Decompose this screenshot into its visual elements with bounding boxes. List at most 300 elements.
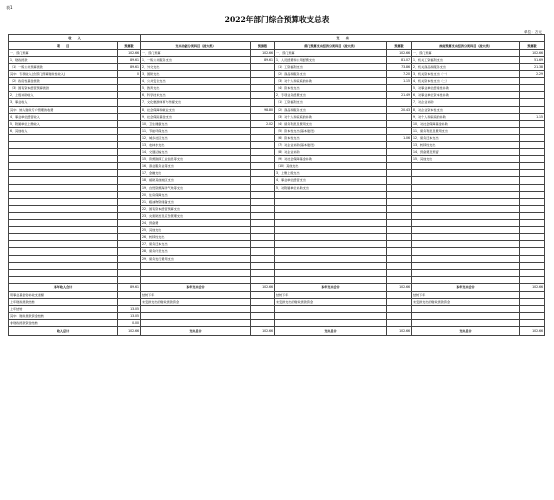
econ-gov-item-cell bbox=[412, 212, 520, 219]
econ-gov-item-cell: 6、对事业单位资本性补助 bbox=[412, 92, 520, 99]
func-class-amount-cell: 102.66 bbox=[251, 49, 275, 56]
econ-dept-item-cell: （4）债务利息及费用支出 bbox=[275, 120, 387, 127]
econ-gov-amount-cell bbox=[520, 269, 545, 276]
income-amount-cell bbox=[118, 99, 141, 106]
econ-dept-item-cell: （8）对企业补助 bbox=[275, 149, 387, 156]
year-total-row bbox=[9, 283, 545, 291]
econ-gov-amount-cell: 21.38 bbox=[520, 63, 545, 70]
income-amount-cell bbox=[118, 127, 141, 134]
econ-dept-amount-cell bbox=[387, 163, 412, 170]
econ-gov-amount-cell: 2.29 bbox=[520, 71, 545, 78]
income-amount-cell bbox=[118, 177, 141, 184]
func-class-item-cell: 7、文化旅游体育与传媒支出 bbox=[141, 99, 251, 106]
econ-gov-item-cell: 2、机关商品和服务支出 bbox=[412, 63, 520, 70]
econ-gov-item-cell bbox=[412, 205, 520, 212]
econ-dept-amount-cell bbox=[387, 142, 412, 149]
func-class-amount-cell bbox=[251, 198, 275, 205]
income-amount-cell: 89.61 bbox=[118, 63, 141, 70]
grand-expense-label: 支出总计 bbox=[275, 327, 387, 336]
grand-total-row bbox=[9, 327, 545, 336]
func-class-amount-cell bbox=[251, 184, 275, 191]
income-amount-cell bbox=[118, 212, 141, 219]
income-item-cell bbox=[9, 241, 118, 248]
income-item-cell: 一、部门预算 bbox=[9, 49, 118, 56]
econ-dept-item-cell: （3）对个人和家庭的补助 bbox=[275, 78, 387, 85]
income-amount-cell bbox=[118, 92, 141, 99]
table-row bbox=[9, 269, 545, 276]
col-header-item: 项 目 bbox=[9, 42, 118, 49]
func-class-item-cell: 18、援助其他地区支出 bbox=[141, 177, 251, 184]
income-amount-cell bbox=[118, 113, 141, 120]
income-item-cell bbox=[9, 149, 118, 156]
econ-dept-item-cell: （6）资本性支出 bbox=[275, 134, 387, 141]
func-class-amount-cell bbox=[251, 78, 275, 85]
econ-dept-item-cell bbox=[275, 191, 387, 198]
col-header-econ-gov: 政府预算支出经济分类科目（按大类） bbox=[412, 42, 520, 49]
func-class-amount-cell bbox=[251, 191, 275, 198]
econ-dept-item-cell: （3）对个人和家庭的补助 bbox=[275, 113, 387, 120]
func-class-amount-cell bbox=[251, 170, 275, 177]
econ-dept-amount-cell: 73.86 bbox=[387, 63, 412, 70]
econ-gov-amount-cell bbox=[520, 92, 545, 99]
income-total-value: 89.61 bbox=[118, 283, 141, 291]
econ-dept-amount-cell bbox=[387, 127, 412, 134]
income-amount-cell: 0.00 bbox=[118, 320, 141, 327]
func-class-item-cell: 14、交通运输支出 bbox=[141, 149, 251, 156]
table-row bbox=[9, 99, 545, 106]
econ-gov-item-cell: 4、机关资本性支出（二） bbox=[412, 78, 520, 85]
econ-gov-item-cell: 15、其他支出 bbox=[412, 156, 520, 163]
table-row bbox=[9, 63, 545, 70]
income-amount-cell bbox=[118, 120, 141, 127]
func-class-amount-cell bbox=[251, 298, 275, 305]
func-class-item-cell: 26、转移性支出 bbox=[141, 234, 251, 241]
func-class-amount-cell bbox=[251, 269, 275, 276]
table-row bbox=[9, 276, 545, 283]
func-class-amount-cell bbox=[251, 234, 275, 241]
econ-dept-amount-cell bbox=[387, 313, 412, 320]
table-row bbox=[9, 241, 545, 248]
income-amount-cell bbox=[118, 78, 141, 85]
econ-dept-amount-cell bbox=[387, 184, 412, 191]
table-row bbox=[9, 198, 545, 205]
page-number: 表1 bbox=[6, 5, 13, 10]
func-class-item-cell: 25、其他支出 bbox=[141, 227, 251, 234]
func-class-item-cell: 9、社会保险基金支出 bbox=[141, 113, 251, 120]
econ-gov-amount-cell bbox=[520, 298, 545, 305]
func-class-amount-cell: 2.02 bbox=[251, 120, 275, 127]
econ-dept-amount-cell bbox=[387, 298, 412, 305]
func-class-amount-cell bbox=[251, 127, 275, 134]
econ-dept-item-cell: （5）资本性支出(基本建设) bbox=[275, 127, 387, 134]
income-section-header: 收 入 bbox=[9, 35, 141, 42]
econ-dept-item-cell: （4）资本性支出 bbox=[275, 85, 387, 92]
table-row bbox=[9, 227, 545, 234]
income-item-cell bbox=[9, 198, 118, 205]
income-item-cell bbox=[9, 184, 118, 191]
econ-gov-item-cell: 一、部门预算 bbox=[412, 49, 520, 56]
func-class-amount-cell bbox=[251, 92, 275, 99]
econ-dept-amount-cell bbox=[387, 205, 412, 212]
econ-dept-amount-cell bbox=[387, 234, 412, 241]
table-row bbox=[9, 191, 545, 198]
econ-gov-amount-cell bbox=[520, 85, 545, 92]
econ-dept-amount-cell bbox=[387, 241, 412, 248]
section-header-row bbox=[9, 35, 545, 42]
income-item-cell: （2）政府性基金拨款 bbox=[9, 78, 118, 85]
econ-gov-amount-cell bbox=[520, 313, 545, 320]
col-header-budget: 预算数 bbox=[387, 42, 412, 49]
income-item-cell: （1）一般公共预算拨款 bbox=[9, 63, 118, 70]
income-item-cell bbox=[9, 205, 118, 212]
income-amount-cell bbox=[118, 163, 141, 170]
func-class-item-cell: 1、一般公共服务支出 bbox=[141, 56, 251, 63]
econ-dept-amount-cell bbox=[387, 320, 412, 327]
econ-gov-item-cell bbox=[412, 269, 520, 276]
income-amount-cell bbox=[118, 191, 141, 198]
econ-gov-amount-cell bbox=[520, 184, 545, 191]
func-class-amount-cell: 98.80 bbox=[251, 106, 275, 113]
econ-gov-item-cell bbox=[412, 234, 520, 241]
col-header-budget: 预算数 bbox=[118, 42, 141, 49]
econ-gov-amount-cell bbox=[520, 291, 545, 298]
econ-dept-amount-cell bbox=[387, 220, 412, 227]
func-class-item-cell bbox=[141, 276, 251, 283]
func-class-item-cell: 5、教育支出 bbox=[141, 85, 251, 92]
econ-gov-item-cell: 7、对企业补助 bbox=[412, 99, 520, 106]
econ-dept-item-cell bbox=[275, 198, 387, 205]
econ-gov-item-cell: 9、对个人和家庭的补助 bbox=[412, 113, 520, 120]
econ-gov-amount-cell bbox=[520, 163, 545, 170]
econ-dept-amount-cell bbox=[387, 149, 412, 156]
grand-income-label: 收入总计 bbox=[9, 327, 118, 336]
income-item-cell bbox=[9, 134, 118, 141]
econ-dept-item-cell bbox=[275, 276, 387, 283]
econ-gov-amount-cell bbox=[520, 134, 545, 141]
econ-dept-item-cell bbox=[275, 205, 387, 212]
income-item-cell: 上年财政拨款结转 bbox=[9, 298, 118, 305]
econ-dept-item-cell bbox=[275, 241, 387, 248]
income-item-cell bbox=[9, 212, 118, 219]
econ-gov-amount-cell bbox=[520, 255, 545, 262]
econ-dept-amount-cell: 1.06 bbox=[387, 134, 412, 141]
func-class-item-cell: 23、灾害防治及应急管理支出 bbox=[141, 212, 251, 219]
econ-dept-item-cell bbox=[275, 313, 387, 320]
econ-gov-item-cell bbox=[412, 241, 520, 248]
econ-gov-amount-cell bbox=[520, 276, 545, 283]
func-class-item-cell bbox=[141, 269, 251, 276]
income-amount-cell bbox=[118, 198, 141, 205]
func-class-item-cell: 12、城乡社区支出 bbox=[141, 134, 251, 141]
func-class-amount-cell bbox=[251, 149, 275, 156]
income-item-cell bbox=[9, 248, 118, 255]
econ-dept-item-cell bbox=[275, 212, 387, 219]
func-class-amount-cell bbox=[251, 276, 275, 283]
income-amount-cell bbox=[118, 220, 141, 227]
econ-dept-amount-cell bbox=[387, 255, 412, 262]
table-row bbox=[9, 113, 545, 120]
econ-gov-amount-cell bbox=[520, 198, 545, 205]
func-class-amount-cell bbox=[251, 255, 275, 262]
func-class-item-cell: 20、住房保障支出 bbox=[141, 191, 251, 198]
grand-expense-label: 支出总计 bbox=[412, 327, 520, 336]
econ-dept-amount-cell bbox=[387, 177, 412, 184]
income-item-cell bbox=[9, 255, 118, 262]
table-row bbox=[9, 205, 545, 212]
income-amount-cell: 13.05 bbox=[118, 306, 141, 313]
income-amount-cell: 102.66 bbox=[118, 49, 141, 56]
expense-section-header: 支 出 bbox=[141, 35, 545, 42]
table-row bbox=[9, 248, 545, 255]
income-amount-cell bbox=[118, 298, 141, 305]
func-class-amount-cell bbox=[251, 71, 275, 78]
income-item-cell: 3、事业收入 bbox=[9, 99, 118, 106]
func-class-amount-cell bbox=[251, 177, 275, 184]
income-amount-cell bbox=[118, 234, 141, 241]
econ-gov-item-cell bbox=[412, 198, 520, 205]
econ-gov-item-cell bbox=[412, 170, 520, 177]
table-row bbox=[9, 255, 545, 262]
income-item-cell: （3）国有资本经营预算拨款 bbox=[9, 85, 118, 92]
econ-dept-item-cell bbox=[275, 234, 387, 241]
col-header-budget: 预算数 bbox=[251, 42, 275, 49]
econ-gov-amount-cell bbox=[520, 170, 545, 177]
econ-dept-item-cell: 未安排支出的财政拨款资金 bbox=[275, 298, 387, 305]
econ-gov-amount-cell bbox=[520, 106, 545, 113]
func-class-item-cell: 13、农林水支出 bbox=[141, 142, 251, 149]
income-item-cell bbox=[9, 142, 118, 149]
income-item-cell bbox=[9, 156, 118, 163]
econ-dept-item-cell: 结转下年 bbox=[275, 291, 387, 298]
func-class-item-cell: 15、资源勘探工业信息等支出 bbox=[141, 156, 251, 163]
column-header-row bbox=[9, 42, 545, 49]
table-row bbox=[9, 85, 545, 92]
func-class-item-cell: 11、节能环保支出 bbox=[141, 127, 251, 134]
carryover-row bbox=[9, 291, 545, 298]
table-row bbox=[9, 78, 545, 85]
econ-dept-amount-cell bbox=[387, 276, 412, 283]
func-class-amount-cell bbox=[251, 156, 275, 163]
carryover-row bbox=[9, 298, 545, 305]
income-amount-cell: 13.05 bbox=[118, 313, 141, 320]
func-class-item-cell: 4、公共安全支出 bbox=[141, 78, 251, 85]
econ-gov-item-cell bbox=[412, 306, 520, 313]
func-class-amount-cell bbox=[251, 313, 275, 320]
income-item-cell bbox=[9, 227, 118, 234]
income-item-cell: 6、其他收入 bbox=[9, 127, 118, 134]
econ-dept-item-cell: （1）工资福利支出 bbox=[275, 63, 387, 70]
econ-dept-item-cell: 2、专项业务经费支出 bbox=[275, 92, 387, 99]
grand-expense-value: 102.66 bbox=[387, 327, 412, 336]
table-row bbox=[9, 170, 545, 177]
table-row bbox=[9, 120, 545, 127]
func-class-item-cell: 16、商业服务业等支出 bbox=[141, 163, 251, 170]
func-class-item-cell: 28、债务付息支出 bbox=[141, 248, 251, 255]
econ-gov-item-cell: 未安排支出的财政拨款资金 bbox=[412, 298, 520, 305]
table-row bbox=[9, 163, 545, 170]
func-class-item-cell: 29、债务发行费用支出 bbox=[141, 255, 251, 262]
func-class-amount-cell bbox=[251, 205, 275, 212]
econ-dept-item-cell: （10）其他支出 bbox=[275, 163, 387, 170]
econ-gov-item-cell: 10、对社会保障基金补助 bbox=[412, 120, 520, 127]
income-item-cell: 5、附属单位上缴收入 bbox=[9, 120, 118, 127]
expense-total-label: 本年支出合计 bbox=[275, 283, 387, 291]
func-class-item-cell: 10、卫生健康支出 bbox=[141, 120, 251, 127]
func-class-amount-cell bbox=[251, 85, 275, 92]
econ-gov-item-cell bbox=[412, 177, 520, 184]
table-row bbox=[9, 142, 545, 149]
econ-dept-item-cell bbox=[275, 255, 387, 262]
func-class-item-cell: 未安排支出的财政拨款资金 bbox=[141, 298, 251, 305]
income-amount-cell: 0 bbox=[118, 71, 141, 78]
func-class-item-cell: 22、国有资本经营预算支出 bbox=[141, 205, 251, 212]
income-amount-cell bbox=[118, 262, 141, 269]
econ-gov-item-cell: 1、机关工资福利支出 bbox=[412, 56, 520, 63]
func-class-item-cell: 6、科学技术支出 bbox=[141, 92, 251, 99]
func-class-item-cell: 19、自然资源海洋气象等支出 bbox=[141, 184, 251, 191]
econ-gov-amount-cell bbox=[520, 262, 545, 269]
income-amount-cell bbox=[118, 227, 141, 234]
econ-gov-amount-cell bbox=[520, 212, 545, 219]
econ-dept-item-cell: （1）工资福利支出 bbox=[275, 99, 387, 106]
income-amount-cell bbox=[118, 269, 141, 276]
func-class-amount-cell bbox=[251, 227, 275, 234]
econ-gov-item-cell bbox=[412, 313, 520, 320]
expense-total-value: 102.66 bbox=[520, 283, 545, 291]
income-amount-cell bbox=[118, 291, 141, 298]
unit-label: 单位：万元 bbox=[524, 30, 542, 34]
econ-gov-item-cell bbox=[412, 191, 520, 198]
econ-dept-amount-cell bbox=[387, 170, 412, 177]
econ-gov-amount-cell bbox=[520, 220, 545, 227]
table-row bbox=[9, 49, 545, 56]
income-amount-cell bbox=[118, 156, 141, 163]
econ-gov-item-cell bbox=[412, 227, 520, 234]
func-class-amount-cell bbox=[251, 248, 275, 255]
income-amount-cell bbox=[118, 184, 141, 191]
income-item-cell: 其中：专项收入(含部门预算财政性收入) bbox=[9, 71, 118, 78]
income-total-label: 本年收入合计 bbox=[9, 283, 118, 291]
econ-gov-amount-cell bbox=[520, 142, 545, 149]
econ-gov-amount-cell bbox=[520, 205, 545, 212]
table-row bbox=[9, 220, 545, 227]
econ-dept-item-cell bbox=[275, 320, 387, 327]
econ-dept-amount-cell: 1.15 bbox=[387, 78, 412, 85]
econ-dept-item-cell: 5、对附属单位补助支出 bbox=[275, 184, 387, 191]
func-class-amount-cell bbox=[251, 220, 275, 227]
econ-gov-amount-cell: 102.66 bbox=[520, 49, 545, 56]
table-row bbox=[9, 262, 545, 269]
econ-dept-item-cell: （2）商品和服务支出 bbox=[275, 71, 387, 78]
income-item-cell bbox=[9, 269, 118, 276]
income-amount-cell bbox=[118, 106, 141, 113]
func-class-item-cell: 17、金融支出 bbox=[141, 170, 251, 177]
econ-dept-amount-cell: 20.43 bbox=[387, 106, 412, 113]
econ-gov-item-cell: 11、债务利息及费用支出 bbox=[412, 127, 520, 134]
income-item-cell bbox=[9, 163, 118, 170]
econ-gov-item-cell bbox=[412, 262, 520, 269]
table-row bbox=[9, 127, 545, 134]
func-class-item-cell: 24、预备费 bbox=[141, 220, 251, 227]
func-class-item-cell: 3、国防支出 bbox=[141, 71, 251, 78]
income-item-cell bbox=[9, 177, 118, 184]
econ-gov-amount-cell: 1.15 bbox=[520, 113, 545, 120]
func-class-amount-cell: 89.61 bbox=[251, 56, 275, 63]
econ-dept-item-cell: （7）对企业补助(基本建设) bbox=[275, 142, 387, 149]
econ-gov-amount-cell bbox=[520, 177, 545, 184]
econ-dept-item-cell bbox=[275, 269, 387, 276]
income-item-cell: 非财政拨款资金结转 bbox=[9, 320, 118, 327]
func-class-amount-cell bbox=[251, 306, 275, 313]
econ-dept-item-cell: 4、事业单位经营支出 bbox=[275, 177, 387, 184]
func-class-item-cell: 2、外交支出 bbox=[141, 63, 251, 70]
func-class-item-cell bbox=[141, 320, 251, 327]
table-row bbox=[9, 177, 545, 184]
func-class-amount-cell bbox=[251, 99, 275, 106]
econ-dept-amount-cell bbox=[387, 248, 412, 255]
table-row bbox=[9, 106, 545, 113]
income-item-cell: 4、事业单位经营收入 bbox=[9, 113, 118, 120]
func-class-item-cell bbox=[141, 262, 251, 269]
table-row bbox=[9, 149, 545, 156]
income-item-cell bbox=[9, 276, 118, 283]
table-row bbox=[9, 56, 545, 63]
econ-gov-amount-cell bbox=[520, 149, 545, 156]
income-amount-cell bbox=[118, 248, 141, 255]
func-class-amount-cell bbox=[251, 163, 275, 170]
econ-gov-item-cell bbox=[412, 276, 520, 283]
table-row bbox=[9, 184, 545, 191]
func-class-amount-cell bbox=[251, 241, 275, 248]
income-amount-cell bbox=[118, 205, 141, 212]
econ-dept-amount-cell bbox=[387, 191, 412, 198]
econ-gov-item-cell: 12、债务还本支出 bbox=[412, 134, 520, 141]
econ-gov-amount-cell bbox=[520, 156, 545, 163]
econ-gov-amount-cell bbox=[520, 127, 545, 134]
table-row bbox=[9, 234, 545, 241]
econ-dept-amount-cell bbox=[387, 198, 412, 205]
income-item-cell bbox=[9, 191, 118, 198]
func-class-item-cell: 结转下年 bbox=[141, 291, 251, 298]
econ-dept-amount-cell bbox=[387, 120, 412, 127]
expense-total-value: 102.66 bbox=[251, 283, 275, 291]
col-header-func-class: 支出功能分类科目（按大类） bbox=[141, 42, 251, 49]
expense-total-label: 本年支出合计 bbox=[412, 283, 520, 291]
table-row bbox=[9, 71, 545, 78]
func-class-amount-cell bbox=[251, 262, 275, 269]
econ-dept-amount-cell bbox=[387, 212, 412, 219]
grand-expense-label: 支出总计 bbox=[141, 327, 251, 336]
col-header-budget: 预算数 bbox=[520, 42, 545, 49]
func-class-amount-cell bbox=[251, 212, 275, 219]
econ-dept-amount-cell bbox=[387, 85, 412, 92]
table-row bbox=[9, 134, 545, 141]
econ-dept-amount-cell bbox=[387, 269, 412, 276]
econ-gov-amount-cell bbox=[520, 78, 545, 85]
econ-gov-item-cell bbox=[412, 255, 520, 262]
func-class-item-cell bbox=[141, 313, 251, 320]
econ-gov-item-cell bbox=[412, 220, 520, 227]
econ-gov-amount-cell bbox=[520, 320, 545, 327]
expense-total-label: 本年支出合计 bbox=[141, 283, 251, 291]
econ-dept-amount-cell: 102.66 bbox=[387, 49, 412, 56]
income-amount-cell bbox=[118, 170, 141, 177]
func-class-amount-cell bbox=[251, 291, 275, 298]
econ-gov-amount-cell bbox=[520, 306, 545, 313]
econ-gov-item-cell bbox=[412, 184, 520, 191]
econ-gov-item-cell bbox=[412, 320, 520, 327]
income-item-cell bbox=[9, 220, 118, 227]
